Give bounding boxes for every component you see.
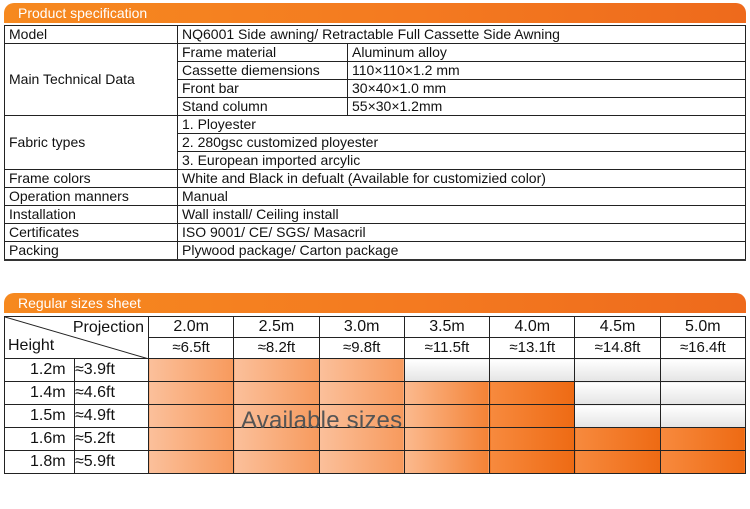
available-sizes-note: Available sizes (241, 407, 403, 434)
height-ft: ≈3.9ft (75, 361, 115, 378)
projection-m: 3.5m (404, 317, 489, 338)
size-cell-available (149, 382, 234, 405)
projection-ft: ≈13.1ft (490, 338, 575, 359)
size-cell-unavailable (660, 405, 745, 428)
size-cell-unavailable (404, 359, 489, 382)
size-cell-available (234, 359, 319, 382)
projection-m: 2.5m (234, 317, 319, 338)
size-cell-available (149, 359, 234, 382)
size-cell-available (319, 382, 404, 405)
size-cell-unavailable (490, 359, 575, 382)
spec-subkey: Cassette diemensions (178, 62, 348, 80)
table-row (5, 188, 746, 206)
table-row (5, 242, 746, 261)
size-cell-available (149, 405, 234, 428)
spec-value: Plywood package/ Carton package (178, 242, 746, 261)
projection-ft: ≈11.5ft (404, 338, 489, 359)
spec-value: 110×110×1.2 mm (348, 62, 746, 80)
projection-m: 3.0m (319, 317, 404, 338)
height-ft: ≈4.6ft (75, 384, 115, 401)
height-m: 1.4m (30, 382, 75, 404)
height-ft: ≈5.2ft (75, 430, 115, 447)
table-row (5, 206, 746, 224)
spec-value: Wall install/ Ceiling install (178, 206, 746, 224)
table-row (5, 170, 746, 188)
spec-section-header (4, 3, 746, 23)
height-cell (5, 405, 149, 428)
size-cell-available (404, 382, 489, 405)
size-cell-unavailable (575, 405, 660, 428)
spec-value: White and Black in defualt (Available for customizied color) (178, 170, 746, 188)
table-row (5, 224, 746, 242)
size-cell-available (660, 451, 745, 474)
spec-label: Operation manners (5, 188, 178, 206)
spec-value: Manual (178, 188, 746, 206)
spec-label: Certificates (5, 224, 178, 242)
projection-ft: ≈6.5ft (149, 338, 234, 359)
table-row (5, 359, 746, 382)
spec-value: 3. European imported arcylic (178, 152, 746, 170)
spec-value: 30×40×1.0 mm (348, 80, 746, 98)
projection-ft: ≈16.4ft (660, 338, 745, 359)
spec-label: Fabric types (5, 116, 178, 170)
height-m: 1.5m (30, 405, 75, 427)
size-cell-available (575, 451, 660, 474)
spec-value: NQ6001 Side awning/ Retractable Full Cassette Side Awning (178, 26, 746, 44)
height-cell (5, 359, 149, 382)
size-cell-unavailable (660, 382, 745, 405)
projection-m: 5.0m (660, 317, 745, 338)
size-cell-available (149, 428, 234, 451)
size-cell-available (234, 451, 319, 474)
spec-value: ISO 9001/ CE/ SGS/ Masacril (178, 224, 746, 242)
size-cell-available (404, 428, 489, 451)
size-cell-available (319, 451, 404, 474)
height-label: Height (8, 337, 55, 354)
size-cell-available (490, 405, 575, 428)
size-cell-available (319, 359, 404, 382)
height-cell (5, 382, 149, 405)
spec-value: 1. Ployester (178, 116, 746, 134)
spec-label: Frame colors (5, 170, 178, 188)
spec-section-title: Product specification (18, 5, 148, 21)
size-cell-available (660, 428, 745, 451)
sizes-section-title: Regular sizes sheet (18, 295, 141, 311)
table-row (5, 451, 746, 474)
projection-ft: ≈14.8ft (575, 338, 660, 359)
spec-label: Main Technical Data (5, 44, 178, 116)
height-cell (5, 451, 149, 474)
height-m: 1.8m (30, 451, 75, 473)
spec-label: Model (5, 26, 178, 44)
spec-value: Aluminum alloy (348, 44, 746, 62)
height-ft: ≈5.9ft (75, 453, 115, 470)
spec-label: Installation (5, 206, 178, 224)
size-cell-available (404, 405, 489, 428)
projection-ft: ≈9.8ft (319, 338, 404, 359)
size-cell-unavailable (660, 359, 745, 382)
table-row (5, 317, 746, 338)
size-cell-available (490, 382, 575, 405)
size-cell-available (404, 451, 489, 474)
spec-subkey: Stand column (178, 98, 348, 116)
corner-header-cell (5, 317, 149, 359)
height-m: 1.2m (30, 359, 75, 381)
table-row (5, 116, 746, 134)
spec-value: 2. 280gsc customized ployester (178, 134, 746, 152)
projection-m: 2.0m (149, 317, 234, 338)
sizes-section-header (4, 293, 746, 313)
projection-m: 4.5m (575, 317, 660, 338)
spec-subkey: Front bar (178, 80, 348, 98)
projection-label: Projection (72, 319, 144, 336)
height-m: 1.6m (30, 428, 75, 450)
spec-subkey: Frame material (178, 44, 348, 62)
table-row (5, 382, 746, 405)
size-cell-available (575, 428, 660, 451)
spec-label: Packing (5, 242, 178, 261)
size-cell-available (234, 382, 319, 405)
size-cell-unavailable (575, 382, 660, 405)
size-cell-unavailable (575, 359, 660, 382)
size-cell-available (490, 428, 575, 451)
height-cell (5, 428, 149, 451)
table-row (5, 26, 746, 44)
height-ft: ≈4.9ft (75, 407, 115, 424)
spec-value: 55×30×1.2mm (348, 98, 746, 116)
regular-sizes-table (4, 316, 746, 474)
table-row (5, 44, 746, 62)
projection-m: 4.0m (490, 317, 575, 338)
projection-ft: ≈8.2ft (234, 338, 319, 359)
size-cell-available (149, 451, 234, 474)
size-cell-available (490, 451, 575, 474)
product-spec-table (4, 25, 746, 261)
